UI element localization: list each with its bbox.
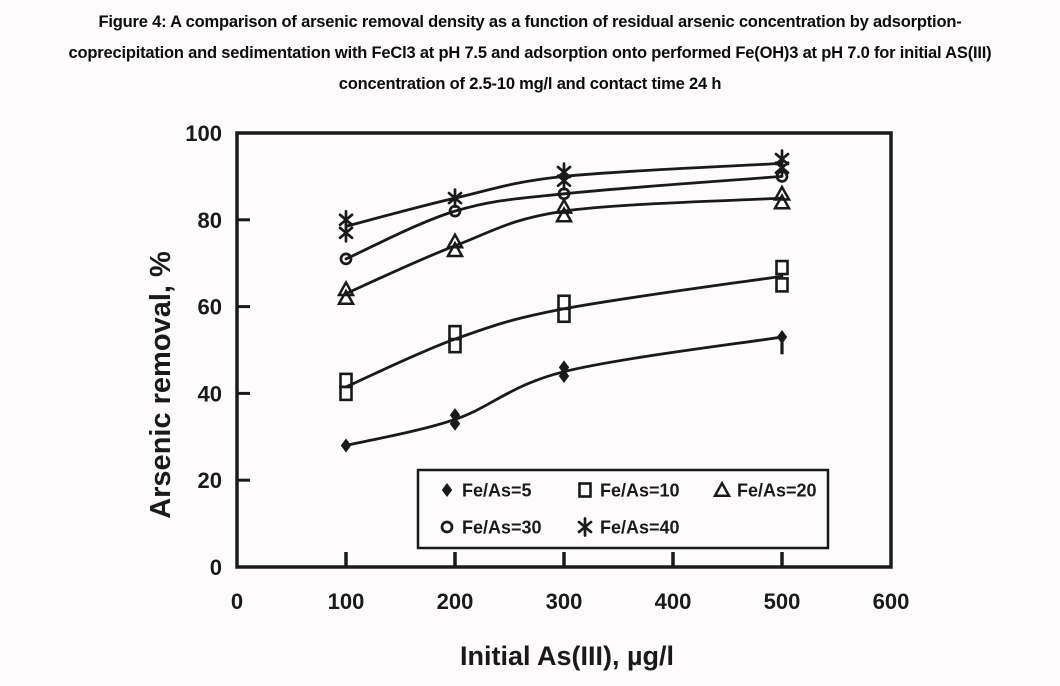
y-tick-label: 0	[209, 555, 222, 580]
x-axis	[231, 552, 909, 614]
caption-line-1: Figure 4: A comparison of arsenic removal density as a function of residual arsenic concentration by adsorption-	[98, 13, 962, 31]
x-tick-label: 300	[545, 589, 583, 614]
y-tick-label: 80	[197, 207, 222, 233]
y-axis	[185, 121, 250, 580]
trend-line	[346, 337, 782, 446]
filled-diamond-data-point	[341, 438, 351, 452]
series-fe-as-40	[340, 151, 788, 242]
y-tick-label: 100	[185, 121, 222, 146]
y-tick-label: 40	[197, 381, 222, 407]
x-axis-title: Initial As(III), µg/l	[459, 641, 675, 671]
legend-label: Fe/As=10	[600, 480, 680, 501]
x-tick-label: 0	[230, 589, 244, 614]
x-tick-label: 600	[872, 589, 910, 614]
caption-line-2: coprecipitation and sedimentation with FeCl3 at pH 7.5 and adsorption onto performed Fe(OH)3 at pH 7.0 for initial AS(III)	[68, 44, 992, 62]
x-tick-label: 100	[327, 589, 365, 614]
open-square-data-point	[341, 387, 352, 400]
y-tick-label: 20	[197, 468, 222, 494]
open-square-data-point	[777, 278, 788, 291]
x-tick-label: 200	[436, 589, 474, 614]
legend-label: Fe/As=30	[462, 517, 542, 538]
y-axis-title: Arsenic removal, %	[145, 251, 177, 519]
legend-label: Fe/As=40	[600, 517, 680, 538]
legend	[418, 470, 828, 548]
legend-label: Fe/As=5	[462, 480, 532, 501]
x-tick-label: 500	[763, 589, 801, 614]
filled-diamond-data-point	[777, 330, 787, 344]
x-tick-label: 400	[654, 589, 692, 614]
legend-label: Fe/As=20	[737, 480, 817, 501]
series-fe-as-20	[339, 187, 789, 304]
y-tick-label: 60	[197, 294, 222, 320]
series-fe-as-5	[341, 330, 787, 453]
caption-line-3: concentration of 2.5-10 mg/l and contact time 24 h	[338, 75, 722, 93]
open-square-data-point	[777, 261, 788, 274]
